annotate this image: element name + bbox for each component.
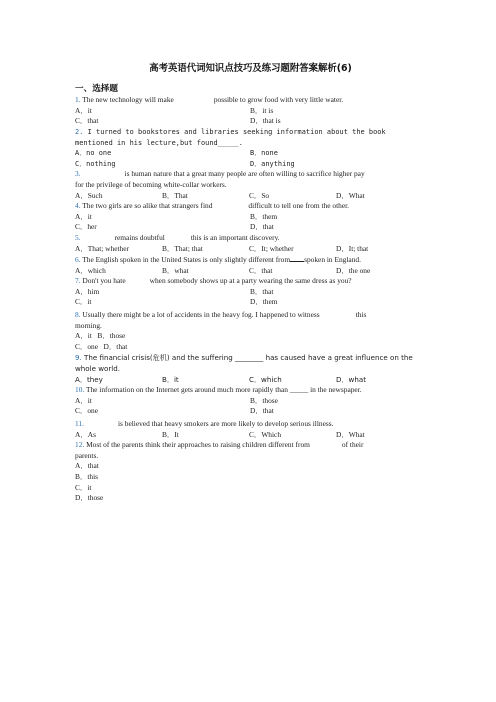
option-b[interactable]: B．it is xyxy=(250,105,274,115)
question-10 xyxy=(75,385,426,417)
question-6 xyxy=(75,254,426,276)
option-a[interactable]: A．which xyxy=(75,265,106,275)
option-d[interactable]: D．that xyxy=(250,222,274,232)
question-text: of their xyxy=(341,440,364,450)
option-a[interactable]: A．it xyxy=(75,211,92,221)
option-c[interactable]: C．her xyxy=(75,222,97,232)
page-title: 高考英语代词知识点技巧及练习题附答案解析(6) xyxy=(149,63,352,74)
question-number: 10. xyxy=(75,385,85,395)
option-b[interactable]: B．That; that xyxy=(162,243,203,253)
section-heading: 一、选择题 xyxy=(75,83,118,94)
option-c[interactable]: C．So xyxy=(249,190,270,200)
option-a[interactable]: A．Such xyxy=(75,190,103,200)
option-d[interactable]: D．what xyxy=(336,374,366,384)
option-a[interactable]: A．it xyxy=(75,105,92,115)
answer-blank xyxy=(290,254,304,262)
option-d[interactable]: D．that xyxy=(250,406,274,416)
question-text: The information on the Internet gets around much more rapidly than _____ in the newspaper. xyxy=(85,385,362,395)
question-text: The new technology will make xyxy=(82,95,174,105)
question-1 xyxy=(75,95,426,127)
option-a[interactable]: A．it xyxy=(75,395,92,405)
options-line[interactable]: A．it B．those xyxy=(75,331,126,341)
option-c[interactable]: C．nothing xyxy=(75,159,116,168)
question-text: is believed that heavy smokers are more likely to develop serious illness. xyxy=(117,419,334,428)
option-c[interactable]: C．which xyxy=(249,374,282,384)
option-c[interactable]: C．that xyxy=(249,265,273,275)
question-text: when somebody shows up at a party wearing the same dress as you? xyxy=(149,276,352,286)
question-number: 4. xyxy=(75,201,81,211)
option-b[interactable]: B．It xyxy=(162,429,179,439)
option-b[interactable]: B．That xyxy=(162,190,188,200)
option-a[interactable]: A．That; whether xyxy=(75,243,129,253)
question-4 xyxy=(75,201,426,233)
option-a[interactable]: A．him xyxy=(75,286,100,296)
question-text: I turned to bookstores and libraries seeking information about the book xyxy=(87,127,386,136)
option-b[interactable]: B．what xyxy=(162,265,189,275)
option-d[interactable]: D．What xyxy=(336,190,365,200)
question-text: The English spoken in the United States is only slightly different from xyxy=(82,255,291,265)
option-b[interactable]: B．none xyxy=(250,149,278,158)
option-d[interactable]: D．What xyxy=(336,429,365,439)
question-3 xyxy=(75,169,426,201)
option-d[interactable]: D．that is xyxy=(250,116,281,126)
option-b[interactable]: B．it xyxy=(162,374,179,384)
question-8 xyxy=(75,310,426,352)
option-a[interactable]: A．that xyxy=(75,461,99,471)
option-b[interactable]: B．them xyxy=(250,211,278,221)
option-b[interactable]: B．this xyxy=(75,471,98,481)
question-text: this xyxy=(355,310,367,320)
question-11 xyxy=(75,419,426,440)
option-a[interactable]: A．no one xyxy=(75,149,112,158)
question-number: 5. xyxy=(75,232,81,242)
question-text: Don't you hate xyxy=(82,276,126,286)
question-number: 2. xyxy=(75,127,84,136)
question-text: for the privilege of becoming white-collar workers. xyxy=(75,179,227,189)
question-text: remains doubtful xyxy=(114,232,165,242)
option-d[interactable]: D．It; that xyxy=(336,243,369,253)
question-number: 3. xyxy=(75,169,81,179)
question-2 xyxy=(75,127,426,169)
question-number: 11. xyxy=(75,419,84,428)
question-text: is human nature that a great many people are often willing to sacrifice higher pay xyxy=(124,169,365,179)
question-number: 12. xyxy=(75,440,85,450)
question-text: The financial crisis(危机) and the suffering ________ has caused have a great influence on the xyxy=(84,353,413,363)
option-d[interactable]: D．them xyxy=(250,297,278,307)
question-number: 7. xyxy=(75,276,81,286)
option-b[interactable]: B．that xyxy=(250,286,274,296)
question-number: 9. xyxy=(75,353,82,363)
question-text: spoken in England. xyxy=(304,255,361,265)
question-text: this is an important discovery. xyxy=(190,232,280,242)
option-c[interactable]: C．it xyxy=(75,297,92,307)
question-text: whole world. xyxy=(75,364,121,374)
option-d[interactable]: D．anything xyxy=(250,159,295,168)
option-a[interactable]: A．they xyxy=(75,374,103,384)
question-number: 1. xyxy=(75,95,81,105)
option-c[interactable]: C．Which xyxy=(249,429,282,439)
option-a[interactable]: A．As xyxy=(75,429,96,439)
option-c[interactable]: C．it xyxy=(75,482,92,492)
question-text: Usually there might be a lot of accidents in the heavy fog. I happened to witness xyxy=(82,310,320,320)
question-number: 8. xyxy=(75,310,81,320)
option-b[interactable]: B．those xyxy=(250,395,278,405)
option-c[interactable]: C．one xyxy=(75,406,98,416)
option-d[interactable]: D．the one xyxy=(336,265,371,275)
option-c[interactable]: C．It; whether xyxy=(249,243,294,253)
question-text: parents. xyxy=(75,450,99,460)
question-text: morning. xyxy=(75,320,102,330)
question-text: difficult to tell one from the other. xyxy=(248,201,350,211)
question-9 xyxy=(75,353,426,385)
question-12 xyxy=(75,440,426,504)
question-7 xyxy=(75,276,426,308)
question-number: 6. xyxy=(75,255,81,265)
option-c[interactable]: C．that xyxy=(75,116,99,126)
question-text: The two girls are so alike that strangers find xyxy=(82,201,213,211)
option-d[interactable]: D．those xyxy=(75,493,104,503)
question-text: mentioned in his lecture,but found_____. xyxy=(75,138,243,147)
options-line[interactable]: C．one D．that xyxy=(75,341,128,351)
question-text: Most of the parents think their approaches to raising children different from xyxy=(86,440,310,450)
question-text: possible to grow food with very little water. xyxy=(213,95,344,105)
question-5 xyxy=(75,233,426,254)
